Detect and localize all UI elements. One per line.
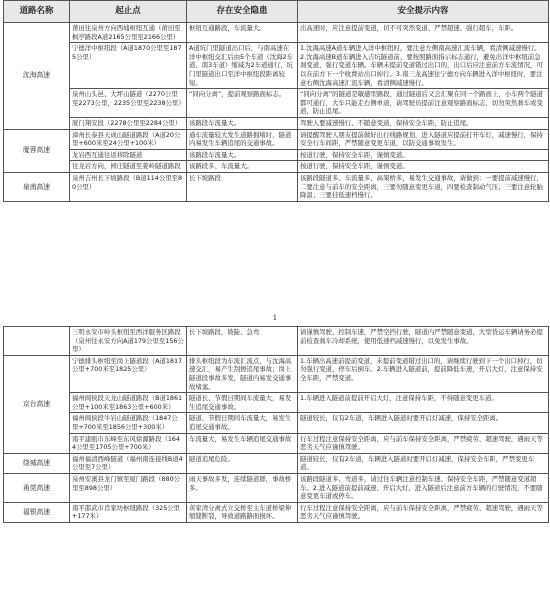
table-row (4, 413, 549, 433)
tip-cell: 隧道较长，仅有2车道，车辆进入隧道时要开启灯减速，保持安全车距，严禁变更车道。 (298, 453, 549, 473)
section-cell: 宁德洋中枢纽段（A道1870公里至1875公里） (70, 43, 187, 89)
table-row (4, 433, 549, 453)
safety-table-page-2 (3, 326, 549, 523)
header-start-end: 起止点 (70, 1, 187, 23)
table-row (4, 43, 549, 89)
table-row (4, 89, 549, 118)
table-row (4, 129, 549, 149)
hazard-cell: 通车流量较大发生道路拥堵时，隧道内易发生车辆追尾的交通事故。 (187, 129, 298, 149)
section-cell: 福州闽侯段天龙山隧道路段（B道1861公里+100米至1863公里+600米） (70, 393, 187, 413)
tip-cell: 出高速时，应注意提前变道，切不可突然变道、严禁超速、强行超车，车距。 (298, 23, 549, 43)
section-cell: 福州闽侯段牛岩山隧道路段（1847公里+700米至1856公里+300米） (70, 413, 187, 433)
page-1 (0, 0, 550, 202)
road-name-cell: 泉南高速 (4, 172, 70, 201)
tip-cell: 1.车辆出高速前提前变道，未提前变道错过出口的，请继续行驶到下一个出口掉行，切勿强行变道，停车后倒车。2.车辆进入隧道前，提前降低车速，开启大灯，注意保持安全车距，严禁变道。 (298, 355, 549, 392)
section-cell: 龙岩西互通往返移除隧道 (70, 149, 187, 161)
tip-cell: 1.车辆进入隧道前提前开启大灯，注意保持车距，不得随意变更车道。 (298, 393, 549, 413)
tip-cell: 行车过程注意保持安全距离，应与前车保持安全距离，严禁疲劳、超速驾驶，遇雨天等恶劣天气应谨慎驾驶。 (298, 502, 549, 522)
tip-cell: 按道行驶，保持安全车距，谨慎变道。 (298, 161, 549, 173)
hazard-cell: 枢纽互通路段，车流量大。 (187, 23, 298, 43)
table-row (4, 117, 549, 129)
road-name-cell: 绕城高速 (4, 453, 70, 473)
hazard-cell: 长下坡路段 (187, 172, 298, 201)
hazard-cell: 隧道追尾危险。 (187, 453, 298, 473)
tip-cell: 请提醒驾驶人朋友提前做好出行线路规划，进入隧道应提前打开车灯，减速慢行，保持安全行车间距，严禁随意变更车道，以防交通事故发生。 (298, 129, 549, 149)
table-row (4, 149, 549, 161)
road-name-cell: 京台高速 (4, 355, 70, 453)
hazard-cell: 该路段车流量大。 (187, 149, 298, 161)
section-cell: 宁德排头枢纽至岗上隧道段（A道1817公里+700米至1825公里） (70, 355, 187, 392)
section-cell: 泉州山头邑、大坪山隧道（2270公里至2273公里，2235公里至2238公里） (70, 89, 187, 118)
tip-cell: 该路段隧道多、弯道多，请过往车辆注意控制车速、保持安全车距，严禁随意变道超车。2.进入隧道前提前减速、开启大灯，进入隧道后注意前方车辆的行驶情况，不要随意变更车道或停车。 (298, 473, 549, 502)
tip-cell: 按道行驶，保持安全车距，谨慎变道。 (298, 149, 549, 161)
section-cell: 南平邵武市肖家坊枢纽路段（325公里+177米） (70, 502, 187, 522)
section-cell: 泉州吉州长下坡路段（B道114公里至80公里） (70, 172, 187, 201)
tip-cell: 该路段隧道多、车流量多、高架桥多，易发生交通事故，请做到：一要提前减速慢行，二要注意与前车的安全距离，三要勿随意变更车道，四要检查制动气压；三要注意轮胎降温；三要挂低速档慢行。 (298, 172, 549, 201)
hazard-cell: A道坑门里隧道出口后，与南高速在洋中枢纽交汇后由5个车道（沈海2车道、南3车道）缩减为2车道通行，坑门里隧道出口至洋中枢纽段距离较短。 (187, 43, 298, 89)
section-cell: 福州福清西峰隧道（福州南连接线B道4公里至7公里） (70, 453, 187, 473)
page-gap (0, 300, 550, 326)
section-cell: 南平建瓯市东峰至东风徐源路段（1644公里至1705公里+700米） (70, 433, 187, 453)
section-cell: 往龙岩方向，园庄隧道至姜岭隧道路段 (70, 161, 187, 173)
hazard-cell: 长下坡路段，坡陡、急弯 (187, 327, 298, 356)
tip-cell: 行车过程注意保持安全距离，应与前车保持安全距离，严禁疲劳、超速驾驶，遇雨天等恶劣天气应谨慎驾驶。 (298, 433, 549, 453)
table-row (4, 453, 549, 473)
page-2 (0, 326, 550, 523)
road-name-cell (4, 327, 70, 356)
tip-cell: “同向分离”的隧道是敏感型路段，通过隧道后又会汇聚在同一个路面上，小车两个隧道都可通行，大车只能走右侧单道，请驾驶员提前注意观察路面标志，切勿突然刹车或变道，防止追尾。 (298, 89, 549, 118)
table-row (4, 161, 549, 173)
road-name-cell: 沈海高速 (4, 23, 70, 130)
tip-cell: 1.沈海高速A道车辆进入洋中枢纽时，要注意左侧南高速汇流车辆，看清侧减速慢行。2.沈海高速B道车辆进入吉坑隧道前，要按照路面指示标志通行，避免出洋中枢纽前急刹变道，强行变道车辆。车辆未提前变道错过出口的，出口后应注意前方车流情况，可以在前方下一个收费站出口掉行。3.南三龙高速往宁德方向车辆进入洋中枢纽时，要注意右侧沈海高速汇流车辆，看清侧减速慢行。 (298, 43, 549, 89)
tip-cell: 驾驶人要减速慢行、不随意变道，保持安全车距，防止追尾。 (298, 117, 549, 129)
hazard-cell: 雨天事故多发，连续隧道群，事故桥多。 (187, 473, 298, 502)
page-number: 1 (272, 314, 278, 322)
hazard-cell: 黄家湾分离式立交桥至主车道桥梁伸缩缝断裂，导致道路路面损坏。 (187, 502, 298, 522)
table-row (4, 327, 549, 356)
section-cell: 泉州安溪县龙门镇至厦门路段（880公里至898公里） (70, 473, 187, 502)
page-1-body (4, 23, 549, 202)
table-row (4, 502, 549, 522)
hazard-cell: 该路段车流量大。 (187, 117, 298, 129)
section-cell: 厦门翔安段（2278公里至2284公里） (70, 117, 187, 129)
hazard-cell: 该路段多、车流量大。 (187, 161, 298, 173)
section-cell: 莆田往泉州方向西埔枢纽互通（莆田至枫亭路段A道2165公里至2166公里） (70, 23, 187, 43)
hazard-cell: 隧道、节假日期间车流量大，易发生追尾交通事故。 (187, 413, 298, 433)
safety-table-page-1 (3, 0, 549, 202)
hazard-cell: 排头枢纽段为车流汇流点，与沈海高速交汇，易产生刮擦追尾事故；岗上隧道段事故多发，隧道内易发交通事故堵塞。 (187, 355, 298, 392)
table-row (4, 473, 549, 502)
table-row (4, 355, 549, 392)
header-hazard: 存在安全隐患 (187, 1, 298, 23)
table-row (4, 393, 549, 413)
page-2-body (4, 327, 549, 523)
header-safety-tip: 安全提示内容 (298, 1, 549, 23)
road-name-cell: 甬莞高速 (4, 473, 70, 502)
table-row (4, 172, 549, 201)
hazard-cell: 隧道长、节假日期间车流量大，易发生追尾交通事故。 (187, 393, 298, 413)
tip-cell: 隧道较长，仅有2车道，车辆进入隧道时要开启灯减速，保持安全距离。 (298, 413, 549, 433)
road-name-cell: 厦蓉高速 (4, 129, 70, 172)
road-name-cell: 福银高速 (4, 502, 70, 522)
header-road-name: 道路名称 (4, 1, 70, 23)
table-row (4, 23, 549, 43)
section-cell: 三明永安市岭头枢纽至西洋服务区路段（泉州往永安方向A道179公里至156公里） (70, 327, 187, 356)
hazard-cell: 车流量大，易发生车辆追尾交通事故 (187, 433, 298, 453)
section-cell: 漳州长泰县天成山隧道路段（A道20公里+600米至24公里+100米） (70, 129, 187, 149)
tip-cell: 请谨慎驾驶，控制车速，严禁空挡行驶，隧道内严禁随意变道，大型货运车辆请务必提前检查刹车冷却系统，使用低速档减速慢行，以免发生事故。 (298, 327, 549, 356)
hazard-cell: “同向分离”，提前观察路面标志。 (187, 89, 298, 118)
